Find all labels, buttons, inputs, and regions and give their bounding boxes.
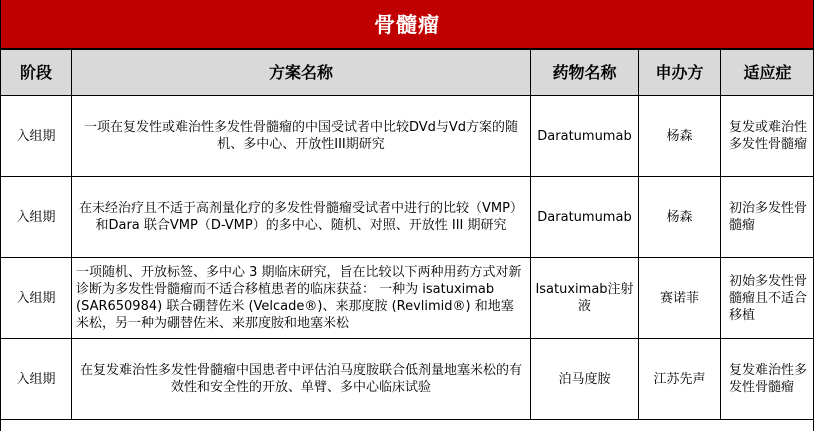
- cell-sponsor: 杨森: [639, 96, 721, 177]
- header-plan: 方案名称: [72, 50, 531, 96]
- cell-drug: Daratumumab: [531, 177, 639, 258]
- plan-text: 在未经治疗且不适于高剂量化疗的多发性骨髓瘤受试者中进行的比较（VMP）和Dara 联合VMP（D-VMP）的多中心、随机、对照、开放性 III 期研究: [79, 201, 523, 233]
- cell-drug: Isatuximab注射液: [531, 258, 639, 339]
- table-row: [1, 339, 815, 420]
- header-drug: 药物名称: [531, 50, 639, 96]
- cell-drug: Daratumumab: [531, 96, 639, 177]
- cell-indication: 初治多发性骨髓瘤: [721, 177, 815, 258]
- header-phase: 阶段: [1, 50, 72, 96]
- plan-text: 在复发难治性多发性骨髓瘤中国患者中评估泊马度胺联合低剂量地塞米松的有效性和安全性的开放、单臂、多中心临床试验: [79, 363, 522, 395]
- plan-text: 一项随机、开放标签、多中心 3 期临床研究，旨在比较以下两种用药方式对新诊断为多发性骨髓瘤而不适合移植患者的临床获益： 一种为 isatuximab (SAR650984) 联合硼替佐米 (Velcade®)、来那度胺 (Revlimid®) 和地塞米松，另一种为硼替佐米、来那度胺和地塞米松: [76, 265, 522, 331]
- cell-phase: 入组期: [1, 96, 72, 177]
- cell-plan: [72, 96, 531, 177]
- cell-sponsor: 江苏先声: [639, 339, 721, 420]
- cell-sponsor: 杨森: [639, 177, 721, 258]
- cell-phase: 入组期: [1, 258, 72, 339]
- table-row: [1, 258, 815, 339]
- cell-indication: 初始多发性骨髓瘤且不适合移植: [721, 258, 815, 339]
- header-row: [1, 50, 815, 96]
- cell-indication: 复发难治性多发性骨髓瘤: [721, 339, 815, 420]
- cell-plan: [72, 339, 531, 420]
- cell-plan: [72, 177, 531, 258]
- table-title: 骨髓瘤: [1, 0, 813, 49]
- cell-drug: 泊马度胺: [531, 339, 639, 420]
- cell-plan: [72, 258, 531, 339]
- cell-indication: 复发或难治性多发性骨髓瘤: [721, 96, 815, 177]
- cell-sponsor: 赛诺菲: [639, 258, 721, 339]
- table-row: [1, 96, 815, 177]
- cell-phase: 入组期: [1, 339, 72, 420]
- header-sponsor: 申办方: [639, 50, 721, 96]
- trial-table: [0, 49, 814, 420]
- header-indication: 适应症: [721, 50, 815, 96]
- cell-phase: 入组期: [1, 177, 72, 258]
- plan-text: 一项在复发性或难治性多发性骨髓瘤的中国受试者中比较DVd与Vd方案的随机、多中心、开放性III期研究: [83, 120, 519, 152]
- table-row: [1, 177, 815, 258]
